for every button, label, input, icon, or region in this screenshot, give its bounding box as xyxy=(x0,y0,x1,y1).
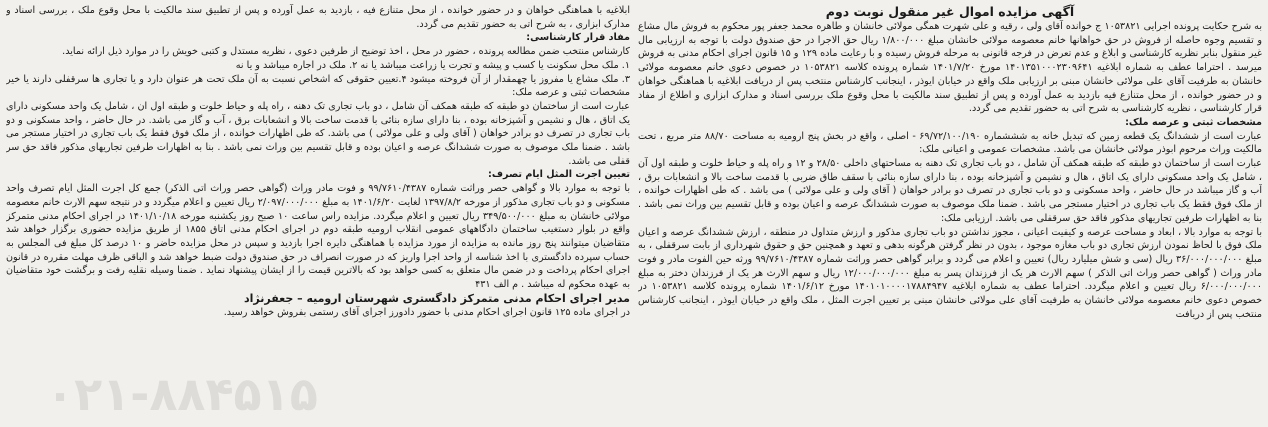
right-column xyxy=(638,4,1262,423)
registration-heading: مشخصات ثبتی و عرصه ملک: xyxy=(1125,116,1262,128)
intro-paragraph: به شرح حکایت پرونده اجرایی ۱۰۵۳۸۲۱ ج خوانده آقای ولی ، رقیه و علی شهرت همگی مولائی خانشان و طاهره محمد جعفر پور محکوم به فروش مال مشاع و تقسیم وجوه حاصله از فروش در حق خواهانها خانم معصومه مولائی خانشان مبلغ ۱/۸۰۰/۰۰۰ ریال حق الاجرا در حق صندوق دولت با توجه به ارزیابی مال غیر منقول بنابر نظریه کارشناسی و ابلاغ و عدم تعرض در فرجه قانونی به مرحله فروش رسیده و با رعایت ماده ۱۲۹ و ۱۵ قانون اجرای احکام مدنی به فروش میرسد . احتراما عطف به شماره ابلاغیه ۱۴۰۱۳۵۱۰۰۰۲۳۰۹۶۴۱ مورخ ۱۴۰۱/۷/۲۰ شماره پرونده کلاسه ۱۰۵۳۸۲۱ در خصوص دعوی خانم معصومه مولائی خانشان به طرفیت آقای علی مولائی خانشان مبنی بر ارزیابی ملک واقع در خیابان ایوذر ، اینجانب کارشناس منتخب پس از دریافت ابلاغیه با هماهنگی خواهان و در حضور خوانده ، از محل متنازع فیه بازدید به عمل آورده و پس از تطبیق سند مالکیت با محل وقوع ملک بررسی اسناد و مدارک ابزاری و اطلاع از مفاد قرار کارشناسی ، نظریه کارشناسی به شرح اتی به حضور تقدیم می گردد. xyxy=(638,21,1262,115)
question-items-3-4: ۳. ملک مشاع یا مفروز یا چهمقدار از آن فروخته میشود ۴.تعیین حقوقی که اشخاص نسبت به آن ملک تحت هر عنوان دارد و یا تجاری ها سرقفلی دارند یا خیر مشخصات ثبتی و عرصه ملک: xyxy=(6,73,630,99)
closing-line: در اجرای ماده ۱۲۵ قانون اجرای احکام مدنی با حضور دادورز اجرای آقای رستمی بفروش خواهد رسید. xyxy=(223,306,630,318)
rent-heading: تعیین اجرت المثل ایام تصرف: xyxy=(488,169,630,181)
building-description-paragraph: عبارت است از ساختمان دو طبقه که طبقه همکف آن شامل ، دو باب تجاری تک دهنه ، راه پله و حیاط خلوت و طبقه اول ان ، شامل یک واحد مسکونی دارای یک اتاق ، هال و نشیمن و آشپزخانه بوده ، بنا دارای سازه بنائی با قدمت ساخت بالا و انشعابات برق ، آب و گاز می باشد. در حال حاضر ، واحد مسکونی و دو باب تجاری در تصرف دو برادر خواهان ( آقای ولی و علی مولائی ) می باشد. که طی اظهارات خوانده ، از ملک فوق فقط یک باب تجاری در اختیار مستجر می باشد . ضمنا ملک موصوف به صورت ششدانگ عرصه و اعیان بوده و قابل تقسیم بین وراث نمی باشد . بنا به اظهارات طرفین تجاریهای مذکور فاقد حق سر قفلی می باشد. xyxy=(6,100,630,167)
left-column xyxy=(6,4,630,423)
valuation-paragraph: با توجه به موارد بالا ، ابعاد و مساحت عرصه و کیفیت اعیانی ، مجوز نداشتن دو باب تجاری مذکور و ارزش متداول در منطقه ، ارزش ششدانگ عرصه و اعیان ملک فوق با لحاظ نمودن ارزش تجاری دو باب مغازه موجود ، بدون در نظر گرفتن هرگونه بدهی و تعهد و همچنین حق و حقوق شهرداری از بابت سرقفلی ، به مبلغ ۳۶/۰۰۰/۰۰۰/۰۰۰ ریال (سی و شش میلیارد ریال) تعیین و اعلام می گردد و برابر گواهی حصر وراثت شماره ۹۹/۷۶۱۰/۴۳۸۷ ورثه حین الفوت مادر و فوت مادر وراث ( گواهی حصر وراث اتی الذکر ) سهم الارث هر یک از فرزندان پسر به مبلغ ۱۲/۰۰۰/۰۰۰/۰۰۰ ریال و سهم الارث هر یک از فرزندان دختر به مبلغ ۶/۰۰۰/۰۰۰/۰۰۰ ریال تعیین و اعلام میگردد. احتراما عطف به شماره ابلاغیه ۱۴۰۱۰۱۰۰۰۰۱۷۸۸۴۹۴۷ مورخ ۱۴۰۱/۶/۱۲ شماره پرونده کلاسه ۱۰۵۳۸۲۱ در خصوص دعوی خانم معصومه مولائی خانشان به طرفیت آقای علی مولائی خانشان مبنی بر تعیین اجرت المثل ، ملک واقع در خیابان ایوذر ، اینجانب کارشناس منتخب پس از دریافت xyxy=(638,226,1262,320)
phone-watermark: ۰۲۱-۸۸۴۵۱۵ xyxy=(46,367,318,421)
expert-order-paragraph: کارشناس منتخب ضمن مطالعه پرونده ، حضور در محل ، اخذ توضیح از طرفین دعوی ، نظریه مستدل و کتبی خویش را در موارد ذیل ارائه نماید. xyxy=(62,46,630,58)
building-paragraph: عبارت است از ساختمان دو طبقه که طبقه همکف آن شامل ، دو باب تجاری تک دهنه به مساحتهای داخلی ۲۸/۵۰ و ۱۲ و راه پله و حیاط خلوت و طبقه اول آن ، شامل یک واحد مسکونی دارای یک اتاق ، هال و نشیمن و آشپزخانه بوده ، بنا دارای سازه بنائی با سقف طاق ضربی با قدمت ساخت بالا و انشعابات برق ، آب و گاز میباشد در حال حاضر ، واحد مسکونی و دو باب تجاری در تصرف دو برادر خواهان ( آقای ولی و علی مولائی ) می باشد . که طی اظهارات خوانده ، از ملک فوق فقط یک باب تجاری در اختیار مستجر می باشد . ضمنا ملک موصوف به صورت ششدانگ عرصه و اعیان بوده و قابل تقسیم بین وراث نمی باشد . بنا به اظهارات طرفین تجاریهای مذکور فاقد حق سرقفلی می باشد. ارزیابی ملک: xyxy=(638,158,1262,224)
expert-order-heading: مفاد قرار کارشناسی: xyxy=(526,32,630,44)
signature-line: مدیر اجرای احکام مدنی متمرکز دادگستری شهرستان ارومیه – جعفرنژاد xyxy=(244,291,630,305)
continued-paragraph: ابلاغیه با هماهنگی خواهان و در حضور خوانده ، از محل متنازع فیه ، بازدید به عمل آورده و پس از تطبیق سند مالکیت با محل وقوع ملک ، بررسی اسناد و مدارک ابزاری ، به شرح اتی به حضور تقدیم می گردد. xyxy=(6,5,630,30)
auction-paragraph: با توجه به موارد بالا و گواهی حصر وراثت شماره ۹۹/۷۶۱۰/۴۳۸۷ و فوت مادر وراث (گواهی حصر وراث اتی الذکر) جمع کل اجرت المثل ایام تصرف واحد مسکونی و دو باب تجاری مذکور از مورخه ۱۳۹۷/۸/۲ لغایت ۱۴۰۱/۶/۲۰ به مبلغ ۲/۰۹۷/۰۰۰/۰۰۰ ریال تعیین و اعلام میگردد و در نتیجه سهم الارث خانم معصومه مولائی خانشان به مبلغ ۳۴۹/۵۰۰/۰۰۰ ریال تعیین و اعلام میگردد. مزایده راس ساعت ۱۰ صبح روز یکشنبه مورخه ۱۴۰۱/۱۰/۱۸ در اجرای احکام مدنی متمرکز واقع در بلوار دستغیب ساختمان دادگاههای عمومی انقلاب ارومیه طبقه دوم در اجرای احکام مدنی اتاق ۱۸۵۵ از طریق مزایده حضوری برگزار خواهد شد متقاضیان میتوانند پنج روز مانده به مزایده از مورد مزایده با هماهنگی دایره اجرا بازدید و سپس در محل مزایده حاضر و ۱۰ درصد کل مبلغ فی المجلس به حساب سپرده دادگستری با اخذ شناسه از واحد اجرا واریز که در صورت انصراف در حق صندوق دولت ضبط خواهد شد و الباقی ظرف مهلت مقرره در قانون اجرای احکام پرداخت و در ضمن مال متعلق به کسی خواهد بود که بالاترین قیمت را از ایشان پیشنهاد نماید . ضمنا وسیله نقلیه رفت و برگشت خود متقاضیان به عهده محکوم له میباشد . م الف ۴۳۱ xyxy=(6,183,630,291)
question-items-1-2: ۱. ملک محل سکونت یا کسب و پیشه و تجرت یا زراعت میباشد یا نه ۲. ملک در اجاره میباشد و یا نه xyxy=(235,59,630,71)
registration-paragraph: عبارت است از ششدانگ یک قطعه زمین که تبدیل خانه به شششماره ۶۹/۷۲/۱۰۰/۱۹۰ - اصلی ، واقع در بخش پنج ارومیه به مساحت ۸۸/۷۰ متر مربع ، تحت مالکیت وراث مرحوم ابوذر مولائی خانشان می باشد. مشخصات عمومی و اعیانی ملک: xyxy=(638,130,1262,156)
notice-title: آگهی مزایده اموال غیر منقول نوبت دوم xyxy=(825,4,1075,19)
